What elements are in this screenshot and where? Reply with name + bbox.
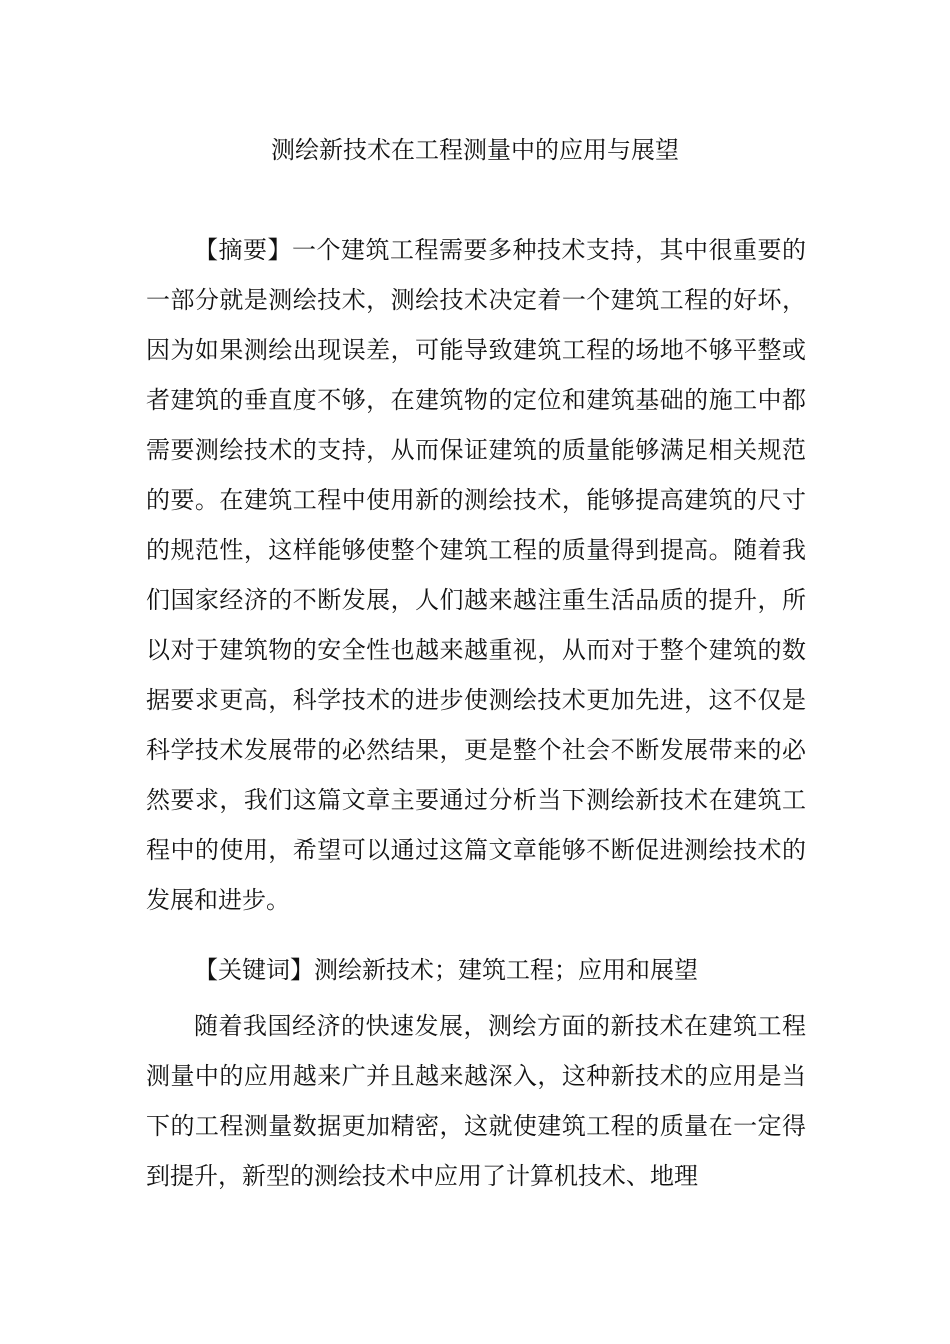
keywords-paragraph: 【关键词】测绘新技术；建筑工程；应用和展望 bbox=[194, 956, 698, 984]
document-title: 测绘新技术在工程测量中的应用与展望 bbox=[271, 136, 679, 164]
body-paragraph: 随着我国经济的快速发展，测绘方面的新技术在建筑工程测量中的应用越来广并且越来越深入，这种新技术的应用是当下的工程测量数据更加精密，这就使建筑工程的质量在一定得到提升，新型的测绘技术中应用了计算机技术、地理 bbox=[146, 1012, 806, 1190]
abstract-paragraph: 【摘要】一个建筑工程需要多种技术支持，其中很重要的一部分就是测绘技术，测绘技术决定着一个建筑工程的好坏，因为如果测绘出现误差，可能导致建筑工程的场地不够平整或者建筑的垂直度不够，在建筑物的定位和建筑基础的施工中都需要测绘技术的支持，从而保证建筑的质量能够满足相关规范的要。在建筑工程中使用新的测绘技术，能够提高建筑的尺寸的规范性，这样能够使整个建筑工程的质量得到提高。随着我们国家经济的不断发展，人们越来越注重生活品质的提升，所以对于建筑物的安全性也越来越重视，从而对于整个建筑的数据要求更高，科学技术的进步使测绘技术更加先进，这不仅是科学技术发展带的必然结果，更是整个社会不断发展带来的必然要求，我们这篇文章主要通过分析当下测绘新技术在建筑工程中的使用，希望可以通过这篇文章能够不断促进测绘技术的发展和进步。 bbox=[146, 236, 806, 914]
